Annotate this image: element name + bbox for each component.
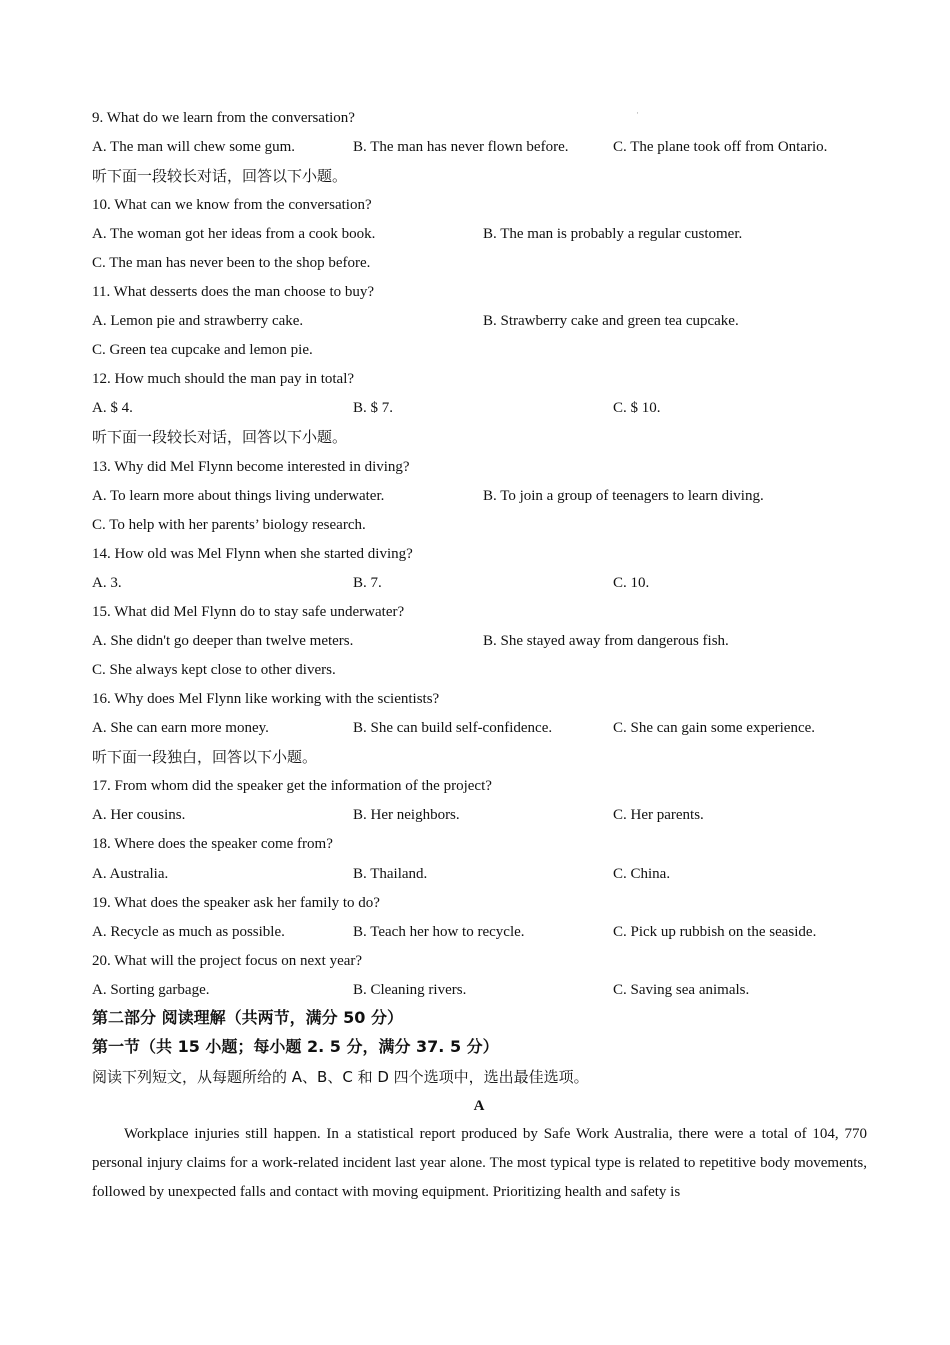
q15-option-c: C. She always kept close to other divers. <box>92 662 336 678</box>
q17-option-b: B. Her neighbors. <box>353 807 460 823</box>
q13-option-b: B. To join a group of teenagers to learn diving. <box>483 488 764 504</box>
stray-mark: · <box>636 108 639 118</box>
q11-option-c: C. Green tea cupcake and lemon pie. <box>92 342 313 358</box>
q14-option-c: C. 10. <box>613 575 650 591</box>
q19-option-c: C. Pick up rubbish on the seaside. <box>613 924 817 940</box>
q16-option-b: B. She can build self-confidence. <box>353 720 553 736</box>
question-16-stem: 16. Why does Mel Flynn like working with the scientists? <box>92 691 440 707</box>
passage-a-text: Workplace injuries still happen. In a statistical report produced by Safe Work Australia, there were a total of 104, 770 personal injury claims for a work-related incident last year alone. The most typical type is related to repetitive body movements, followed by unexpected falls and contact with moving equipment. Prioritizing health and safety is <box>92 1126 867 1200</box>
q13-option-a: A. To learn more about things living underwater. <box>92 488 385 504</box>
listening-instruction-1: 听下面一段较长对话，回答以下小题。 <box>92 167 348 185</box>
section-1-title: 第一节（共 15 小题；每小题 2. 5 分，满分 37. 5 分） <box>92 1037 499 1056</box>
q20-option-c: C. Saving sea animals. <box>613 982 750 998</box>
q10-option-a: A. The woman got her ideas from a cook book. <box>92 226 376 242</box>
q16-option-a: A. She can earn more money. <box>92 720 269 736</box>
question-17-stem: 17. From whom did the speaker get the information of the project? <box>92 778 492 794</box>
q18-option-b: B. Thailand. <box>353 866 428 882</box>
question-19-stem: 19. What does the speaker ask her family to do? <box>92 895 380 911</box>
q12-option-a: A. $ 4. <box>92 400 133 416</box>
q14-option-a: A. 3. <box>92 575 122 591</box>
q17-option-a: A. Her cousins. <box>92 807 186 823</box>
q10-option-c: C. The man has never been to the shop before. <box>92 255 371 271</box>
q12-option-b: B. $ 7. <box>353 400 394 416</box>
q19-option-b: B. Teach her how to recycle. <box>353 924 525 940</box>
part-2-title: 第二部分 阅读理解（共两节，满分 50 分） <box>92 1008 403 1027</box>
q10-option-b: B. The man is probably a regular customer. <box>483 226 743 242</box>
question-10-stem: 10. What can we know from the conversation? <box>92 197 372 213</box>
q20-option-b: B. Cleaning rivers. <box>353 982 467 998</box>
question-13-stem: 13. Why did Mel Flynn become interested in diving? <box>92 459 410 475</box>
passage-label: A <box>473 1098 485 1114</box>
q11-option-b: B. Strawberry cake and green tea cupcake. <box>483 313 739 329</box>
q15-option-b: B. She stayed away from dangerous fish. <box>483 633 729 649</box>
question-20-stem: 20. What will the project focus on next year? <box>92 953 363 969</box>
reading-instruction: 阅读下列短文，从每题所给的 A、B、C 和 D 四个选项中，选出最佳选项。 <box>92 1068 589 1086</box>
q13-option-c: C. To help with her parents’ biology research. <box>92 517 366 533</box>
question-11-stem: 11. What desserts does the man choose to buy? <box>92 284 375 300</box>
q9-option-b: B. The man has never flown before. <box>353 139 569 155</box>
q11-option-a: A. Lemon pie and strawberry cake. <box>92 313 304 329</box>
q17-option-c: C. Her parents. <box>613 807 704 823</box>
q9-option-a: A. The man will chew some gum. <box>92 139 296 155</box>
q18-option-a: A. Australia. <box>92 866 169 882</box>
question-9-stem: 9. What do we learn from the conversation? <box>92 110 355 126</box>
question-18-stem: 18. Where does the speaker come from? <box>92 836 333 852</box>
question-12-stem: 12. How much should the man pay in total? <box>92 371 355 387</box>
listening-instruction-3: 听下面一段独白，回答以下小题。 <box>92 748 318 766</box>
q20-option-a: A. Sorting garbage. <box>92 982 210 998</box>
q19-option-a: A. Recycle as much as possible. <box>92 924 285 940</box>
q15-option-a: A. She didn't go deeper than twelve meters. <box>92 633 354 649</box>
q18-option-c: C. China. <box>613 866 671 882</box>
q12-option-c: C. $ 10. <box>613 400 661 416</box>
q9-option-c: C. The plane took off from Ontario. <box>613 139 828 155</box>
question-15-stem: 15. What did Mel Flynn do to stay safe underwater? <box>92 604 405 620</box>
q16-option-c: C. She can gain some experience. <box>613 720 816 736</box>
question-14-stem: 14. How old was Mel Flynn when she started diving? <box>92 546 413 562</box>
q14-option-b: B. 7. <box>353 575 382 591</box>
listening-instruction-2: 听下面一段较长对话，回答以下小题。 <box>92 428 348 446</box>
